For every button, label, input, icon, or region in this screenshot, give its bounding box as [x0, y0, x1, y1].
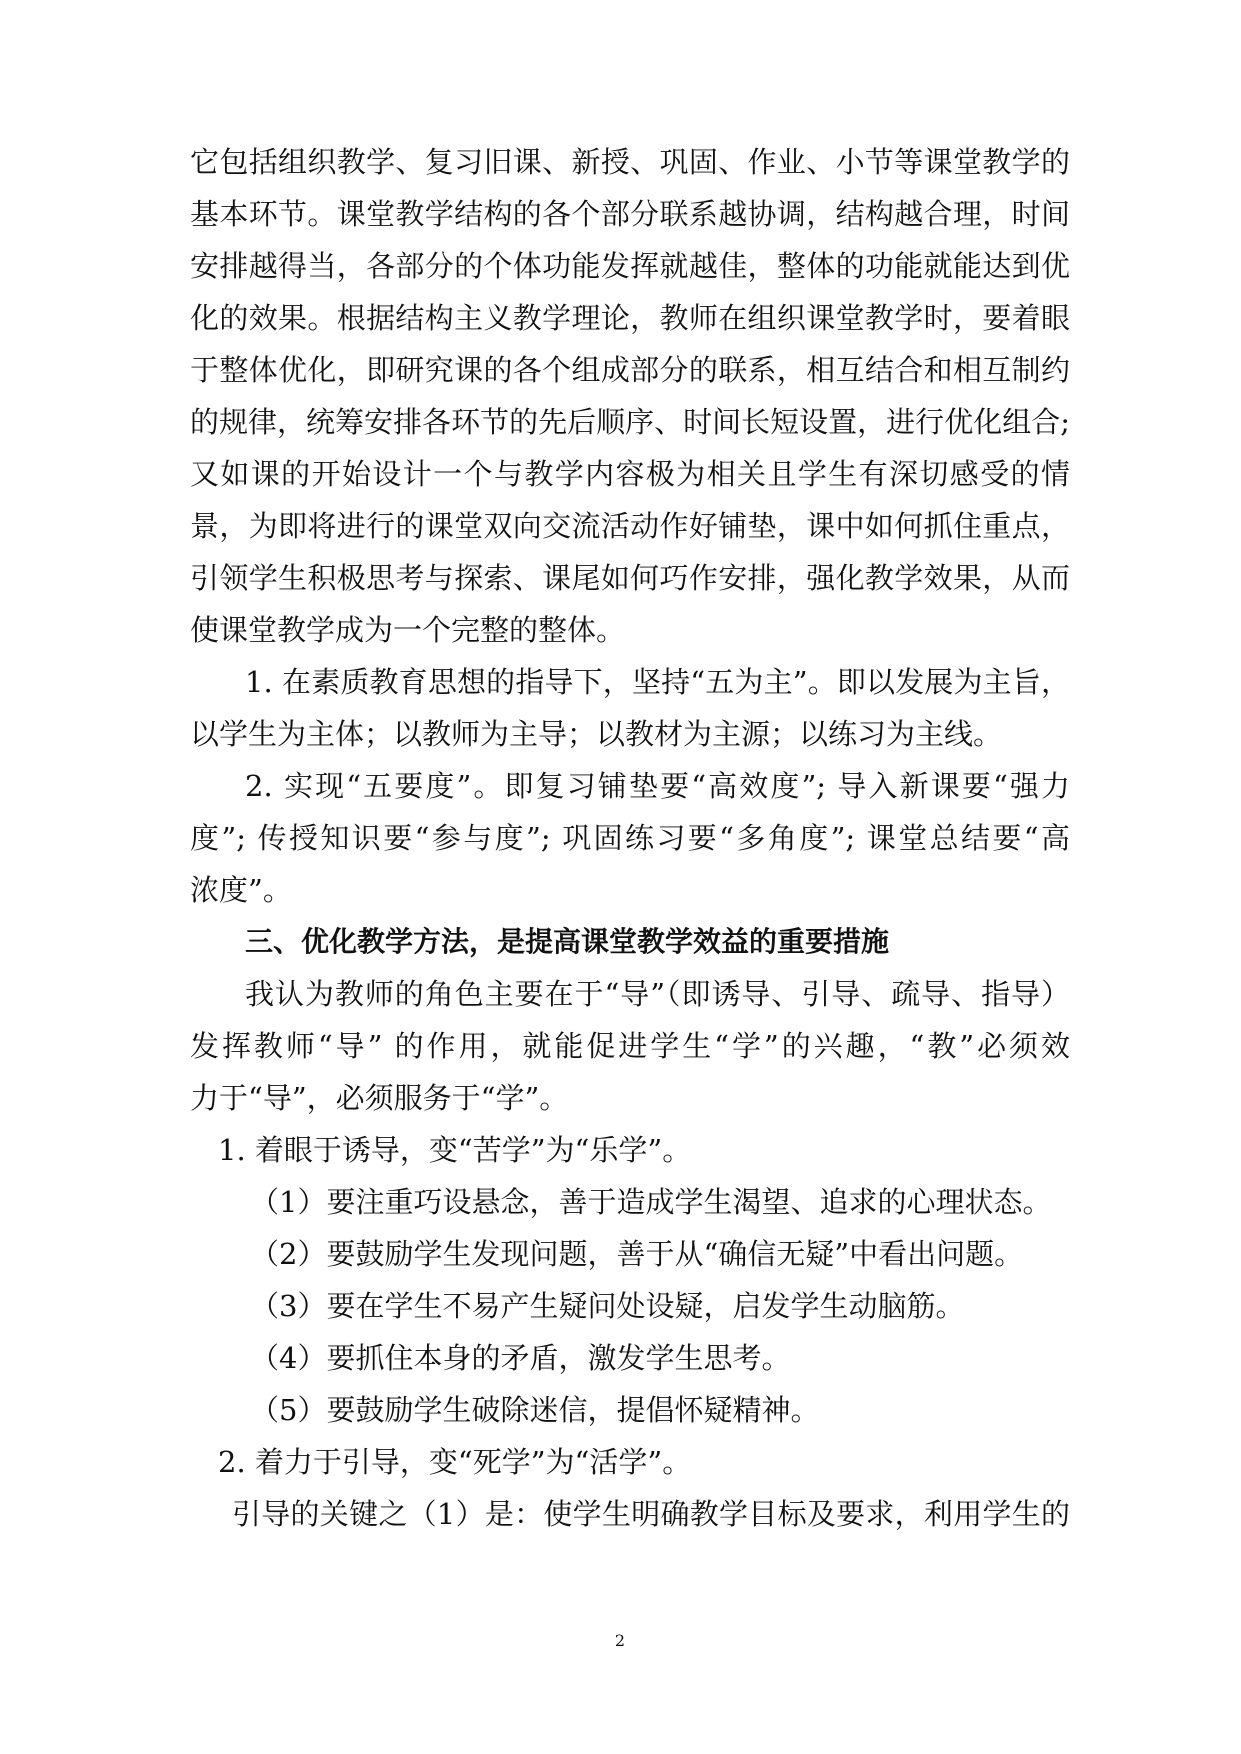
paragraph-line: 又如课的开始设计一个与教学内容极为相关且学生有深切感受的情: [190, 457, 1070, 491]
page-number: 2: [614, 1631, 626, 1650]
paragraph-line: 基本环节。课堂教学结构的各个部分联系越协调，结构越合理，时间: [190, 197, 1070, 231]
paragraph-line: 引导的关键之（1）是：使学生明确教学目标及要求，利用学生的: [232, 1497, 1070, 1531]
paragraph-line: 的规律，统筹安排各环节的先后顺序、时间长短设置，进行优化组合;: [190, 405, 1070, 439]
paragraph-line: 力于“导”，必须服务于“学”。: [190, 1081, 569, 1115]
paragraph-line: 发挥教师“导” 的作用，就能促进学生“学”的兴趣，“教”必须效: [190, 1029, 1070, 1063]
sub-item: （5）要鼓励学生破除迷信，提倡怀疑精神。: [250, 1393, 820, 1427]
paragraph-line: 使课堂教学成为一个完整的整体。: [190, 613, 626, 647]
paragraph-line: 以学生为主体；以教师为主导；以教材为主源；以练习为主线。: [190, 717, 1003, 751]
numbered-item: 1. 着眼于诱导，变“苦学”为“乐学”。: [218, 1133, 692, 1167]
sub-item: （4）要抓住本身的矛盾，激发学生思考。: [250, 1341, 791, 1375]
paragraph-line: 度”; 传授知识要“参与度”; 巩固练习要“多角度”; 课堂总结要“高: [190, 821, 1070, 855]
numbered-item: 1. 在素质教育思想的指导下，坚持“五为主”。即以发展为主旨，: [245, 665, 1070, 699]
numbered-item: 2. 着力于引导，变“死学”为“活学”。: [218, 1445, 692, 1479]
sub-item: （2）要鼓励学生发现问题，善于从“确信无疑”中看出问题。: [250, 1237, 1024, 1271]
sub-item: （1）要注重巧设悬念，善于造成学生渴望、追求的心理状态。: [250, 1185, 1052, 1219]
sub-item: （3）要在学生不易产生疑问处设疑，启发学生动脑筋。: [250, 1289, 965, 1323]
paragraph-line: 于整体优化，即研究课的各个组成部分的联系，相互结合和相互制约: [190, 353, 1070, 387]
paragraph-line: 引领学生积极思考与探索、课尾如何巧作安排，强化教学效果，从而: [190, 561, 1070, 595]
paragraph-line: 浓度”。: [190, 873, 292, 907]
paragraph-line: 我认为教师的角色主要在于“导”（即诱导、引导、疏导、指导）: [245, 977, 1070, 1011]
numbered-item: 2. 实现“五要度”。即复习铺垫要“高效度”; 导入新课要“强力: [245, 769, 1070, 803]
paragraph-line: 它包括组织教学、复习旧课、新授、巩固、作业、小节等课堂教学的: [190, 145, 1070, 179]
paragraph-line: 景，为即将进行的课堂双向交流活动作好铺垫，课中如何抓住重点，: [190, 509, 1070, 543]
paragraph-line: 化的效果。根据结构主义教学理论，教师在组织课堂教学时，要着眼: [190, 301, 1070, 335]
paragraph-line: 安排越得当，各部分的个体功能发挥就越佳，整体的功能就能达到优: [190, 249, 1070, 283]
section-heading: 三、优化教学方法，是提高课堂教学效益的重要措施: [245, 925, 890, 958]
